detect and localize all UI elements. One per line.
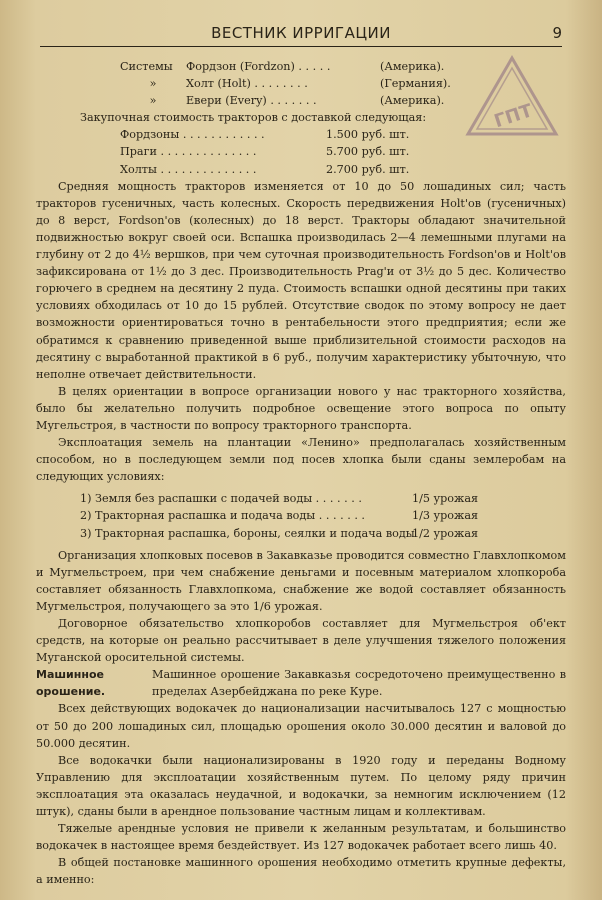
paragraph: Средняя мощность тракторов изменяется от 10 до 50 лошадиных сил; часть тракторов гусеничных, часть колесных. Скорость передвижения Holt'ов (гусеничных) до 8 верст, Fordson'ов (колесных) до 18 верст. Тракторы обладают значительной подвижностью вокруг своей оси. Вспашка производилась 2—4 лемешными плугами на глубину от 2 до 4½ вершков, при чем суточная производительность Fordson'ов и Holt'ов зафиксирована от 1½ до 3 дес. Производительность Prag'и от 3½ до 5 дес. Количество горючего в среднем на десятину 2 пуда. Стоимость вспашки одной десятины при таких условиях обходилась от 10 до 15 рублей. Отсутствие сводок по этому вопросу не дает возможности ориентироваться точно в рентабельности этого предприятия; если же обратимся к сравнению приведенной выше приблизительной стоимости расходов на десятину с выработанной практикой в 6 руб., получим характеристику убыточную, что неполне отвечает действительности. — [36, 179, 566, 381]
list-item: Холты . . . . . . . . . . . . . . 2.700 руб. шт. — [120, 162, 410, 176]
list-item: 1) Земля без распашки с подачей воды . . . . . . . 1/5 урожая — [80, 492, 479, 506]
paragraph: Эксплоатация земель на плантации «Ленино» предполагалась хозяйственным способом, но в последующем земли под посев хлопка были сданы землеробам на следующих условиях: — [36, 436, 566, 484]
list-item: 3) Тракторная распашка, бороны, сеялки и подача воды 1/2 урожая — [80, 526, 479, 540]
section-heading: Машинное орошение. — [36, 668, 106, 699]
paragraph: В целях ориентации в вопросе организации нового у нас тракторного хозяйства, было бы желательно получить подробное освещение этого вопроса по опыту Мугельстроя, в частности по вопросу тракторного транспорта. — [36, 384, 566, 432]
list-item: » Евери (Every) . . . . . . . (Америка). — [149, 94, 445, 108]
paragraph: Всех действующих водокачек до национализации насчитывалось 127 с мощностью от 50 до 200 лошадиных сил, площадью орошения около 30.000 десятин и валовой до 50.000 десятин. — [36, 702, 566, 750]
list-item: » Холт (Holt) . . . . . . . . (Германия). — [149, 77, 451, 91]
list-item: Фордзоны . . . . . . . . . . . . 1.500 руб. шт. — [120, 128, 410, 142]
page-number: 9 — [552, 24, 562, 42]
price-list — [36, 126, 566, 177]
stamp-text: ГПТ — [491, 100, 536, 133]
systems-list — [36, 58, 566, 109]
paragraph: Организация хлопковых посевов в Закавказье проводится совместно Главхлопкомом и Мугмельстроем, при чем снабжение деньгами и посевным материалом хлопкороба составляет обязанность Главхлопкома, снабжение же водой составляет обязанность Мугмельстроя, получающего за это 1/6 урожая. — [36, 548, 566, 613]
list-item: Системы Фордзон (Fordzon) . . . . . (Америка). — [120, 60, 445, 73]
purchase-intro: Закупочная стоимость тракторов с доставкой следующая: — [80, 111, 427, 125]
journal-title: ВЕСТНИК ИРРИГАЦИИ — [211, 24, 391, 42]
paragraph: Договорное обязательство хлопкоробов составляет для Мугмельстроя об'ект средств, на которые он реально рассчитывает в деле улучшения тяжелого положения Муганской оросительной системы. — [36, 617, 566, 665]
list-item: 2) Тракторная распашка и подача воды . . . . . . . 1/3 урожая — [80, 509, 479, 523]
page-header — [40, 20, 562, 47]
list-item: Праги . . . . . . . . . . . . . . 5.700 руб. шт. — [120, 145, 410, 159]
paragraph: Тяжелые арендные условия не привели к желанным результатам, и большинство водокачек в настоящее время бездействует. Из 127 водокачек работает всего лишь 40. — [36, 822, 566, 853]
article-body — [36, 58, 566, 889]
section-text: Машинное орошение Закавказья сосредоточено преимущественно в пределах Азербейджана по реке Куре. — [152, 668, 566, 699]
paragraph: В общей постановке машинного орошения необходимо отметить крупные дефекты, а именно: — [36, 856, 566, 887]
conditions-list — [36, 485, 566, 546]
section-machine-irrigation — [36, 666, 566, 700]
paragraph: Все водокачки были национализированы в 1920 году и переданы Водному Управлению для эксплоатации хозяйственным путем. По целому ряду причин эксплоатация эта оказалась неудачной, и водокачки, за немногим исключением (12 штук), сданы были в арендное пользование частным лицам и коллективам. — [36, 753, 566, 819]
